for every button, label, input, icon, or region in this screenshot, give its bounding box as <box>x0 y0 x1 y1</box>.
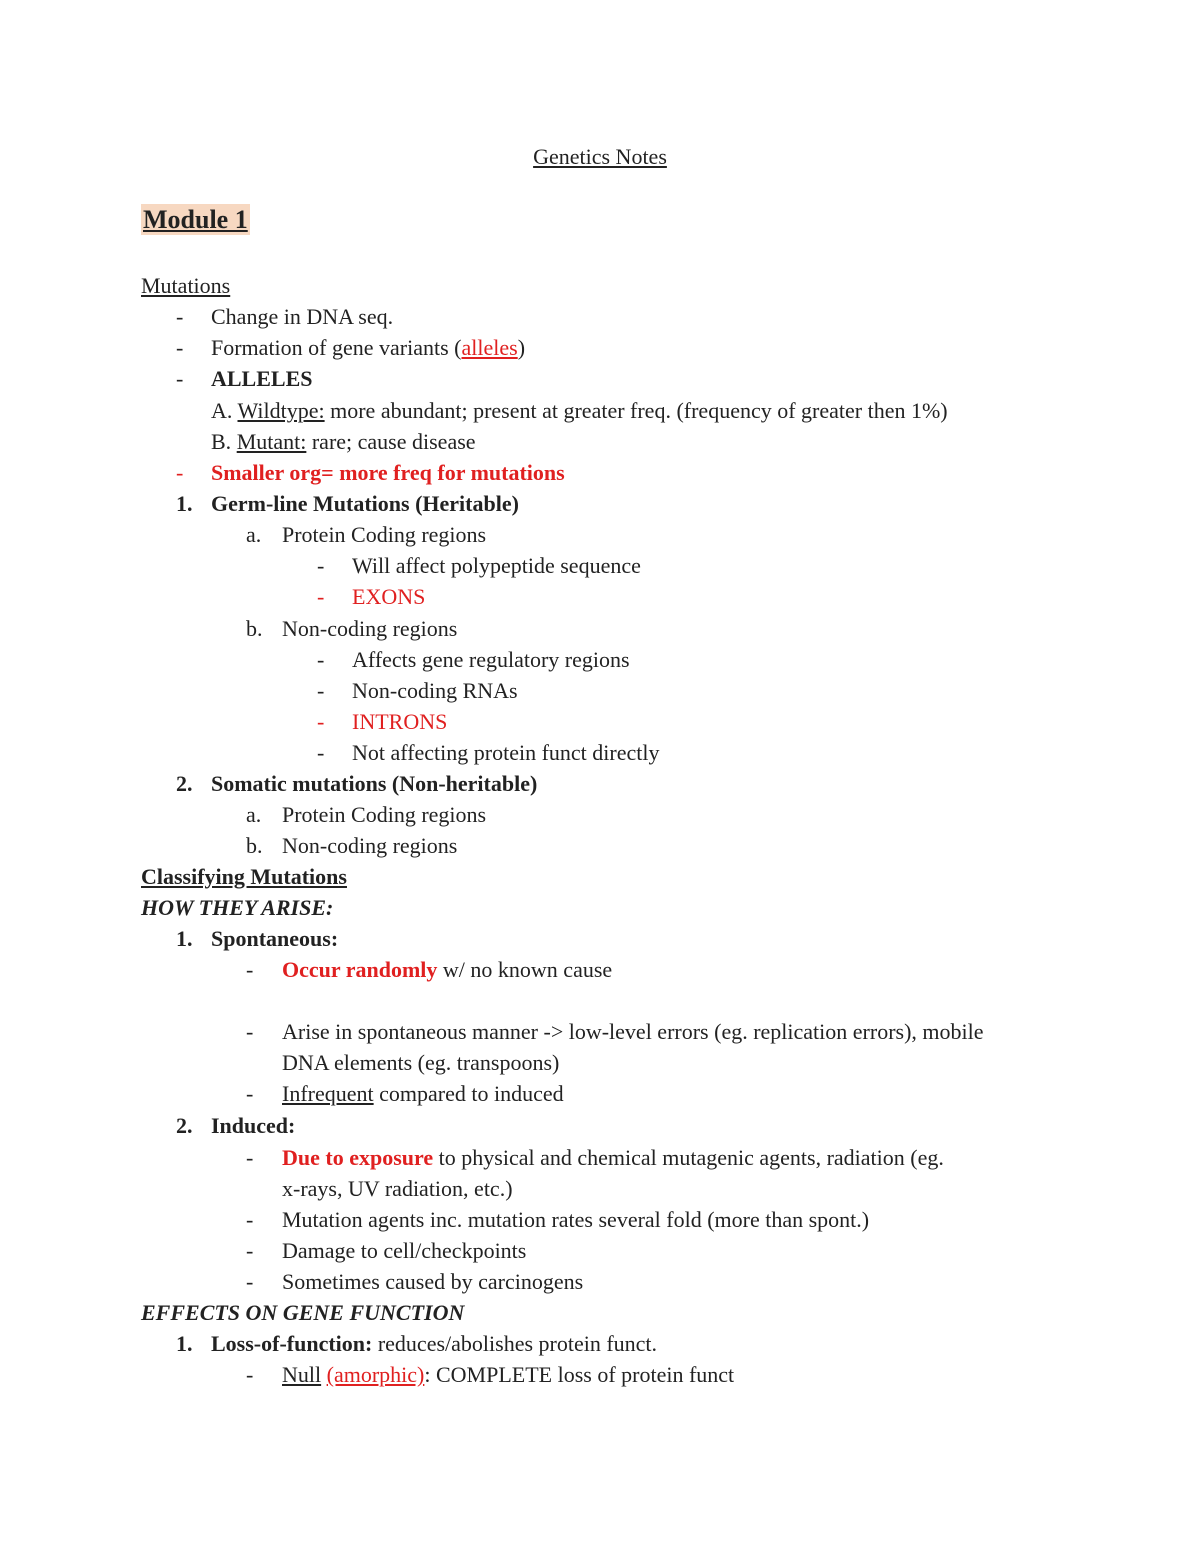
bullet-dash: - <box>246 1081 254 1106</box>
bullet-dash: - <box>246 1145 254 1170</box>
how-they-arise-heading: HOW THEY ARISE: <box>141 895 334 920</box>
list-letter: a. <box>246 802 262 827</box>
bullet-text: Formation of gene variants (alleles) <box>211 335 526 360</box>
bullet-dash: - <box>176 335 184 360</box>
allele-mutant: B. Mutant: rare; cause disease <box>211 429 476 454</box>
bullet-dash: - <box>246 1269 254 1294</box>
list-number: 2. <box>176 1113 193 1138</box>
bullet-dash: - <box>176 304 184 329</box>
alleles-link: alleles <box>461 335 518 360</box>
list-item: Protein Coding regions <box>282 802 487 827</box>
bullet-dash: - <box>246 1019 254 1044</box>
mutations-heading: Mutations <box>141 273 231 298</box>
null-amorphic-item: Null (amorphic): COMPLETE loss of protein funct <box>282 1362 735 1387</box>
bullet-dash: - <box>176 366 184 391</box>
smaller-org-note: Smaller org= more freq for mutations <box>211 460 565 485</box>
list-item: Not affecting protein funct directly <box>352 740 660 765</box>
bullet-dash: - <box>317 709 325 734</box>
list-item-continued: x-rays, UV radiation, etc.) <box>282 1176 513 1201</box>
alleles-heading: ALLELES <box>211 366 313 391</box>
induced-heading: Induced: <box>211 1113 296 1138</box>
bullet-dash: - <box>246 1207 254 1232</box>
list-item-continued: DNA elements (eg. transpoons) <box>282 1050 560 1075</box>
list-item: Non-coding RNAs <box>352 678 518 703</box>
loss-of-function-item: Loss-of-function: reduces/abolishes protein funct. <box>211 1331 658 1356</box>
module-heading: Module 1 <box>143 205 248 234</box>
bullet-dash: - <box>246 1238 254 1263</box>
somatic-heading: Somatic mutations (Non-heritable) <box>211 771 538 796</box>
bullet-dash: - <box>317 553 325 578</box>
introns-note: INTRONS <box>352 709 448 734</box>
list-item: Damage to cell/checkpoints <box>282 1238 527 1263</box>
classifying-heading: Classifying Mutations <box>141 864 347 889</box>
list-item: Non-coding regions <box>282 833 458 858</box>
list-item: Due to exposure to physical and chemical mutagenic agents, radiation (eg. <box>282 1145 944 1170</box>
list-item: Arise in spontaneous manner -> low-level errors (eg. replication errors), mobile <box>282 1019 984 1044</box>
bullet-dash: - <box>317 740 325 765</box>
list-item: Mutation agents inc. mutation rates several fold (more than spont.) <box>282 1207 870 1232</box>
list-item: Protein Coding regions <box>282 522 487 547</box>
bullet-dash: - <box>317 678 325 703</box>
bullet-text: Change in DNA seq. <box>211 304 394 329</box>
effects-heading: EFFECTS ON GENE FUNCTION <box>141 1300 465 1325</box>
list-item: Will affect polypeptide sequence <box>352 553 641 578</box>
list-number: 1. <box>176 491 193 516</box>
doc-title: Genetics Notes <box>533 144 667 169</box>
list-number: 1. <box>176 926 193 951</box>
exons-note: EXONS <box>352 584 426 609</box>
germline-heading: Germ-line Mutations (Heritable) <box>211 491 519 516</box>
list-letter: b. <box>246 616 263 641</box>
list-item: Occur randomly w/ no known cause <box>282 957 613 982</box>
list-item: Infrequent compared to induced <box>282 1081 564 1106</box>
list-number: 2. <box>176 771 193 796</box>
bullet-dash: - <box>176 460 184 485</box>
list-number: 1. <box>176 1331 193 1356</box>
bullet-dash: - <box>317 584 325 609</box>
list-letter: a. <box>246 522 262 547</box>
spontaneous-heading: Spontaneous: <box>211 926 339 951</box>
list-item: Affects gene regulatory regions <box>352 647 630 672</box>
allele-wildtype: A. Wildtype: more abundant; present at greater freq. (frequency of greater then 1%) <box>211 398 948 423</box>
bullet-dash: - <box>246 957 254 982</box>
list-item: Sometimes caused by carcinogens <box>282 1269 584 1294</box>
list-item: Non-coding regions <box>282 616 458 641</box>
bullet-dash: - <box>317 647 325 672</box>
list-letter: b. <box>246 833 263 858</box>
bullet-dash: - <box>246 1362 254 1387</box>
